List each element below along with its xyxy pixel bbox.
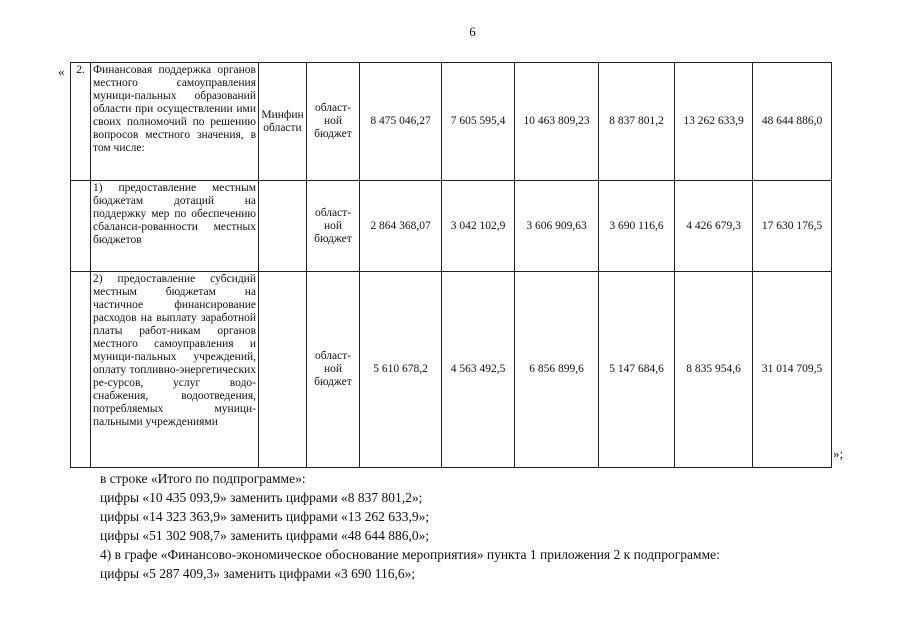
row-executor (259, 181, 307, 272)
row-number (71, 181, 91, 272)
row-description: Финансовая поддержка органов местного самоуправления муници-пальных образований области при осуществлении ими своих полномочий по решению вопросов местного значения, в том числе: (91, 63, 259, 181)
text-line: цифры «51 302 908,7» заменить цифрами «48 644 886,0»; (100, 528, 430, 543)
row-value: 6 856 899,6 (515, 272, 599, 468)
row-source: област-ной бюджет (307, 272, 360, 468)
row-number (71, 272, 91, 468)
row-source: област-ной бюджет (307, 181, 360, 272)
row-value: 8 835 954,6 (675, 272, 753, 468)
row-value: 17 630 176,5 (753, 181, 832, 272)
text-line: в строке «Итого по подпрограмме»: (100, 471, 306, 486)
row-source: област-ной бюджет (307, 63, 360, 181)
amendment-text (100, 469, 720, 583)
row-value: 5 147 684,6 (599, 272, 675, 468)
text-line: 4) в графе «Финансово-экономическое обоснование мероприятия» пункта 1 приложения 2 к подпрограмме: (100, 547, 720, 562)
table-row (71, 272, 832, 468)
text-line: цифры «10 435 093,9» заменить цифрами «8 837 801,2»; (100, 490, 423, 505)
row-executor (259, 272, 307, 468)
row-value: 8 475 046,27 (360, 63, 442, 181)
opening-quote: « (58, 64, 65, 79)
text-line: цифры «5 287 409,3» заменить цифрами «3 690 116,6»; (100, 566, 416, 581)
row-description: 2) предоставление субсидий местным бюджетам на частичное финансирование расходов на выплату заработной платы работ-никам органов местного самоуправления и муници-пальных учреждений, оплату топливно-энергетических ре-сурсов, услуг водо-снабжения, водоотведения, потребляемых муници-пальными учреждениями (91, 272, 259, 468)
row-value: 7 605 595,4 (442, 63, 515, 181)
budget-table (70, 62, 832, 468)
row-number: 2. (71, 63, 91, 181)
row-value: 8 837 801,2 (599, 63, 675, 181)
row-value: 48 644 886,0 (753, 63, 832, 181)
table-row (71, 181, 832, 272)
row-executor: Минфин области (259, 63, 307, 181)
page-number: 6 (469, 24, 476, 39)
row-value: 4 563 492,5 (442, 272, 515, 468)
row-value: 3 042 102,9 (442, 181, 515, 272)
text-line: цифры «14 323 363,9» заменить цифрами «13 262 633,9»; (100, 509, 430, 524)
row-value: 13 262 633,9 (675, 63, 753, 181)
row-value: 31 014 709,5 (753, 272, 832, 468)
table-row (71, 63, 832, 181)
row-value: 3 606 909,63 (515, 181, 599, 272)
row-value: 3 690 116,6 (599, 181, 675, 272)
row-value: 5 610 678,2 (360, 272, 442, 468)
row-value: 10 463 809,23 (515, 63, 599, 181)
row-value: 4 426 679,3 (675, 181, 753, 272)
closing-quote: »; (833, 446, 844, 461)
row-description: 1) предоставление местным бюджетам дотаций на поддержку мер по обеспечению сбаланси-рованности местных бюджетов (91, 181, 259, 272)
row-value: 2 864 368,07 (360, 181, 442, 272)
